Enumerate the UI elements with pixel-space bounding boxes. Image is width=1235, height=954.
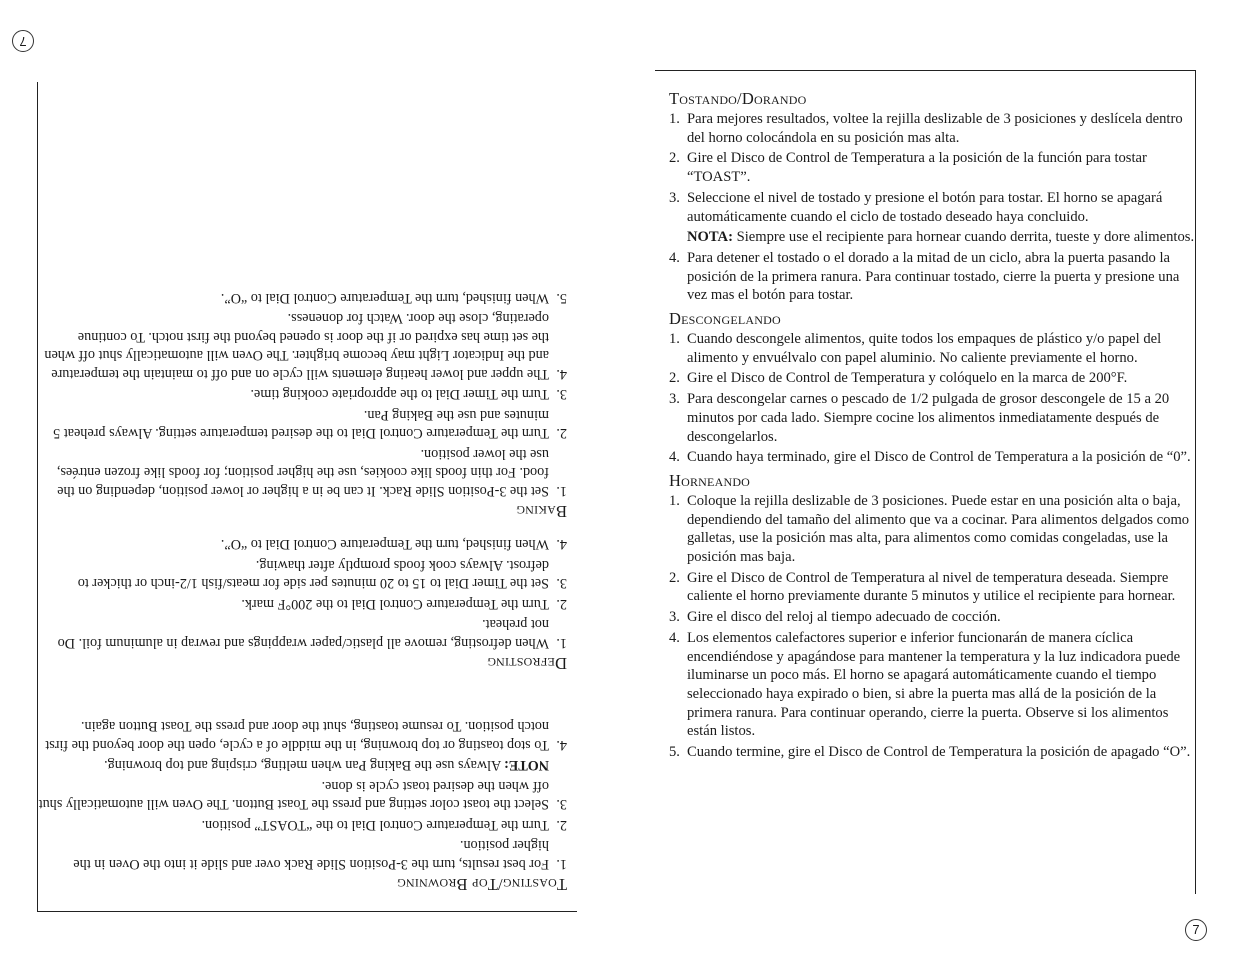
step-text: Turn the Temperature Control Dial to the 200°F mark. bbox=[241, 596, 549, 612]
list-item bbox=[37, 816, 567, 835]
list-item bbox=[669, 189, 1199, 247]
step-number: 2. bbox=[556, 817, 567, 833]
note-label: NOTA: bbox=[687, 229, 733, 246]
step-number: 2. bbox=[669, 569, 680, 586]
step-text: Los elementos calefactores superior e inferior funcionarán de manera cíclica encendiéndose y apagándose para mantener la temperatura y la luz indicadora puede iluminarse un poco más. El horno se apagará automáticamente cuando el tiempo seleccionado haya expirado o bien, si abre la puerta mas allá de la posición de la primera ranura. Para continuar operando, cierre la puerta. Observe si los alimentos están listos. bbox=[687, 629, 1181, 740]
list-item bbox=[669, 569, 1199, 606]
step-number: 5. bbox=[669, 744, 680, 761]
list-item bbox=[37, 836, 567, 873]
step-number: 1. bbox=[669, 111, 680, 127]
step-text: For best results, turn the 3-Position Slide Rack over and slide it into the Oven in the higher position. bbox=[73, 837, 549, 872]
defrosting-steps bbox=[37, 535, 567, 652]
step-number: 5. bbox=[556, 290, 567, 306]
step-text: Gire el Disco de Control de Temperatura y colóquelo en la marca de 200°F. bbox=[687, 370, 1128, 387]
list-item bbox=[669, 492, 1199, 567]
list-item bbox=[37, 406, 567, 443]
step-text: Cuando descongele alimentos, quite todos los empaques de plástico y/o papel del alimento y envuélvalo con papel aluminio. No caliente previamente el horno. bbox=[687, 331, 1162, 366]
step-number: 4. bbox=[556, 536, 567, 553]
list-item bbox=[37, 289, 567, 308]
step-number: 1. bbox=[669, 331, 680, 348]
spacer bbox=[37, 525, 567, 533]
note-label: NOTE: bbox=[504, 757, 549, 774]
spacer bbox=[37, 677, 567, 715]
step-text: Seleccione el nivel de tostado y presione el botón para tostar. El horno se apagará automáticamente cuando el ciclo de tostado deseado haya concluido. bbox=[687, 189, 1163, 225]
step-number: 4. bbox=[669, 629, 680, 646]
english-content bbox=[37, 287, 567, 899]
step-number: 3. bbox=[556, 386, 567, 403]
list-item bbox=[37, 595, 567, 614]
step-number: 2. bbox=[669, 150, 680, 167]
step-number: 1. bbox=[556, 635, 567, 651]
list-item bbox=[669, 249, 1199, 305]
step-text: Select the toast color setting and press the Toast Button. The Oven will automatically shut off when the desired toast cycle is done. bbox=[38, 778, 549, 813]
section-heading-descongelando: Descongelando bbox=[669, 309, 781, 329]
list-item bbox=[37, 615, 567, 652]
top-rule bbox=[37, 911, 577, 912]
step-number: 1. bbox=[556, 856, 567, 872]
step-text: Cuando haya terminado, gire el Disco de Control de Temperatura a la posición de “0”. bbox=[687, 449, 1191, 466]
step-number: 2. bbox=[556, 596, 567, 612]
step-text: Gire el disco del reloj al tiempo adecuado de cocción. bbox=[687, 609, 1001, 626]
step-text: Turn the Temperature Control Dial to the “TOAST” position. bbox=[201, 817, 549, 833]
step-text: Gire el Disco de Control de Temperatura al nivel de temperatura deseada. Siempre caliente el horno previamente durante 5 minutos y utilice el recipiente para hornear. bbox=[687, 569, 1176, 605]
step-text: When finished, turn the Temperature Control Dial to “O”. bbox=[220, 290, 549, 306]
step-number: 3. bbox=[669, 609, 680, 626]
step-number: 2. bbox=[669, 370, 680, 387]
note-text: Siempre use el recipiente para hornear cuando derrita, tueste y dore alimentos. bbox=[736, 229, 1195, 246]
step-number: 4. bbox=[556, 366, 567, 382]
step-number: 3. bbox=[669, 189, 680, 206]
list-item bbox=[37, 556, 567, 593]
section-heading-baking: Baking bbox=[516, 502, 567, 521]
step-number: 4. bbox=[556, 737, 567, 753]
step-text: Para descongelar carnes o pescado de 1/2 pulgada de grosor descongele de 15 a 20 minutos por cada lado. Siempre cocine los alimentos inmediatamente después de descongelarlos. bbox=[687, 391, 1170, 445]
step-text: Para mejores resultados, voltee la rejilla deslizable de 3 posiciones y deslícela dentro del horno colocándola en su posición mas alta. bbox=[687, 111, 1183, 146]
step-number: 1. bbox=[556, 483, 567, 499]
tostando-steps bbox=[669, 110, 1199, 305]
list-item bbox=[669, 743, 1199, 762]
step-number: 3. bbox=[556, 796, 567, 813]
list-item bbox=[669, 448, 1199, 467]
list-item bbox=[669, 110, 1199, 147]
step-number: 4. bbox=[669, 449, 680, 466]
list-item bbox=[37, 385, 567, 404]
step-text: Coloque la rejilla deslizable de 3 posiciones. Puede estar en una posición alta o baja, dependiendo del tamaño del alimento que va a cocinar. Para alimentos delgados como galletas, use la posición mas alta, para alimentos como comidas congeladas, use la posición mas baja. bbox=[687, 492, 1190, 566]
list-item bbox=[669, 608, 1199, 627]
step-number: 3. bbox=[669, 391, 680, 408]
note bbox=[687, 228, 1199, 247]
list-item bbox=[37, 309, 567, 383]
english-page-rotated bbox=[0, 0, 617, 954]
baking-steps bbox=[37, 289, 567, 501]
spanish-content bbox=[669, 85, 1199, 764]
section-heading-tostando: Tostando/Dorando bbox=[669, 89, 807, 108]
section-heading-horneando: Horneando bbox=[669, 470, 751, 490]
step-text: Turn the Temperature Control Dial to the desired temperature setting. Always preheat 5 minutes and use the Baking Pan. bbox=[53, 407, 549, 442]
step-text: Set the Timer Dial to 15 to 20 minutes per side for meats/fish 1/2-inch or thicker to defrost. Always cook foods promptly after thawing. bbox=[77, 557, 549, 592]
list-item bbox=[37, 535, 567, 554]
spanish-page bbox=[618, 0, 1235, 954]
note bbox=[37, 756, 549, 775]
step-text: Para detener el tostado o el dorado a la mitad de un ciclo, abra la puerta pasando la posición de la primera ranura. Para continuar tostado, cierre la puerta y presione una vez mas el botón para tostar. bbox=[687, 249, 1180, 304]
toasting-steps bbox=[37, 717, 567, 873]
step-text: Cuando termine, gire el Disco de Control de Temperatura la posición de apagado “O”. bbox=[687, 744, 1191, 761]
step-text: Turn the Timer Dial to the appropriate cooking time. bbox=[250, 386, 549, 403]
note-text: Always use the Baking Pan when melting, crisping and top browning. bbox=[104, 757, 502, 774]
page-number-badge: 7 bbox=[1185, 919, 1207, 941]
list-item bbox=[37, 445, 567, 501]
step-number: 4. bbox=[669, 249, 680, 266]
list-item bbox=[669, 369, 1199, 388]
step-text: When defrosting, remove all plastic/paper wrappings and rewrap in aluminum foil. Do not preheat. bbox=[57, 616, 549, 651]
list-item bbox=[37, 717, 567, 754]
section-heading-toasting: Toasting/Top Browning bbox=[396, 875, 567, 894]
list-item bbox=[669, 629, 1199, 741]
step-number: 3. bbox=[556, 575, 567, 592]
list-item bbox=[669, 390, 1199, 446]
page-number-badge: 7 bbox=[12, 30, 34, 52]
step-text: Gire el Disco de Control de Temperatura a la posición de la función para tostar “TOAST”. bbox=[687, 150, 1147, 186]
step-text: When finished, turn the Temperature Control Dial to “O”. bbox=[220, 536, 549, 553]
list-item bbox=[37, 756, 567, 814]
top-rule bbox=[655, 70, 1196, 71]
step-text: To stop toasting or top browning, in the middle of a cycle, open the door beyond the first notch position. To resume toasting, shut the door and press the Toast Button again. bbox=[45, 718, 549, 753]
step-text: The upper and lower heating elements will cycle on and off to maintain the temperature and the Indicator Light may become brighter. The Oven will automatically shut off when the set time has expired or if the door is opened beyond the first notch. To continue operating, close the door. Watch for doneness. bbox=[44, 310, 549, 382]
descongelando-steps bbox=[669, 330, 1199, 467]
list-item bbox=[669, 149, 1199, 186]
english-page bbox=[0, 0, 617, 954]
list-item bbox=[669, 330, 1199, 367]
step-number: 2. bbox=[556, 425, 567, 442]
horneando-steps bbox=[669, 492, 1199, 762]
step-number: 1. bbox=[669, 492, 680, 509]
section-heading-defrosting: Defrosting bbox=[487, 654, 567, 673]
step-text: Set the 3-Position Slide Rack. It can be in a higher or lower position, depending on the food. For thin foods like cookies, use the higher position; for foods like frozen entrées, use the lower position. bbox=[56, 446, 549, 499]
